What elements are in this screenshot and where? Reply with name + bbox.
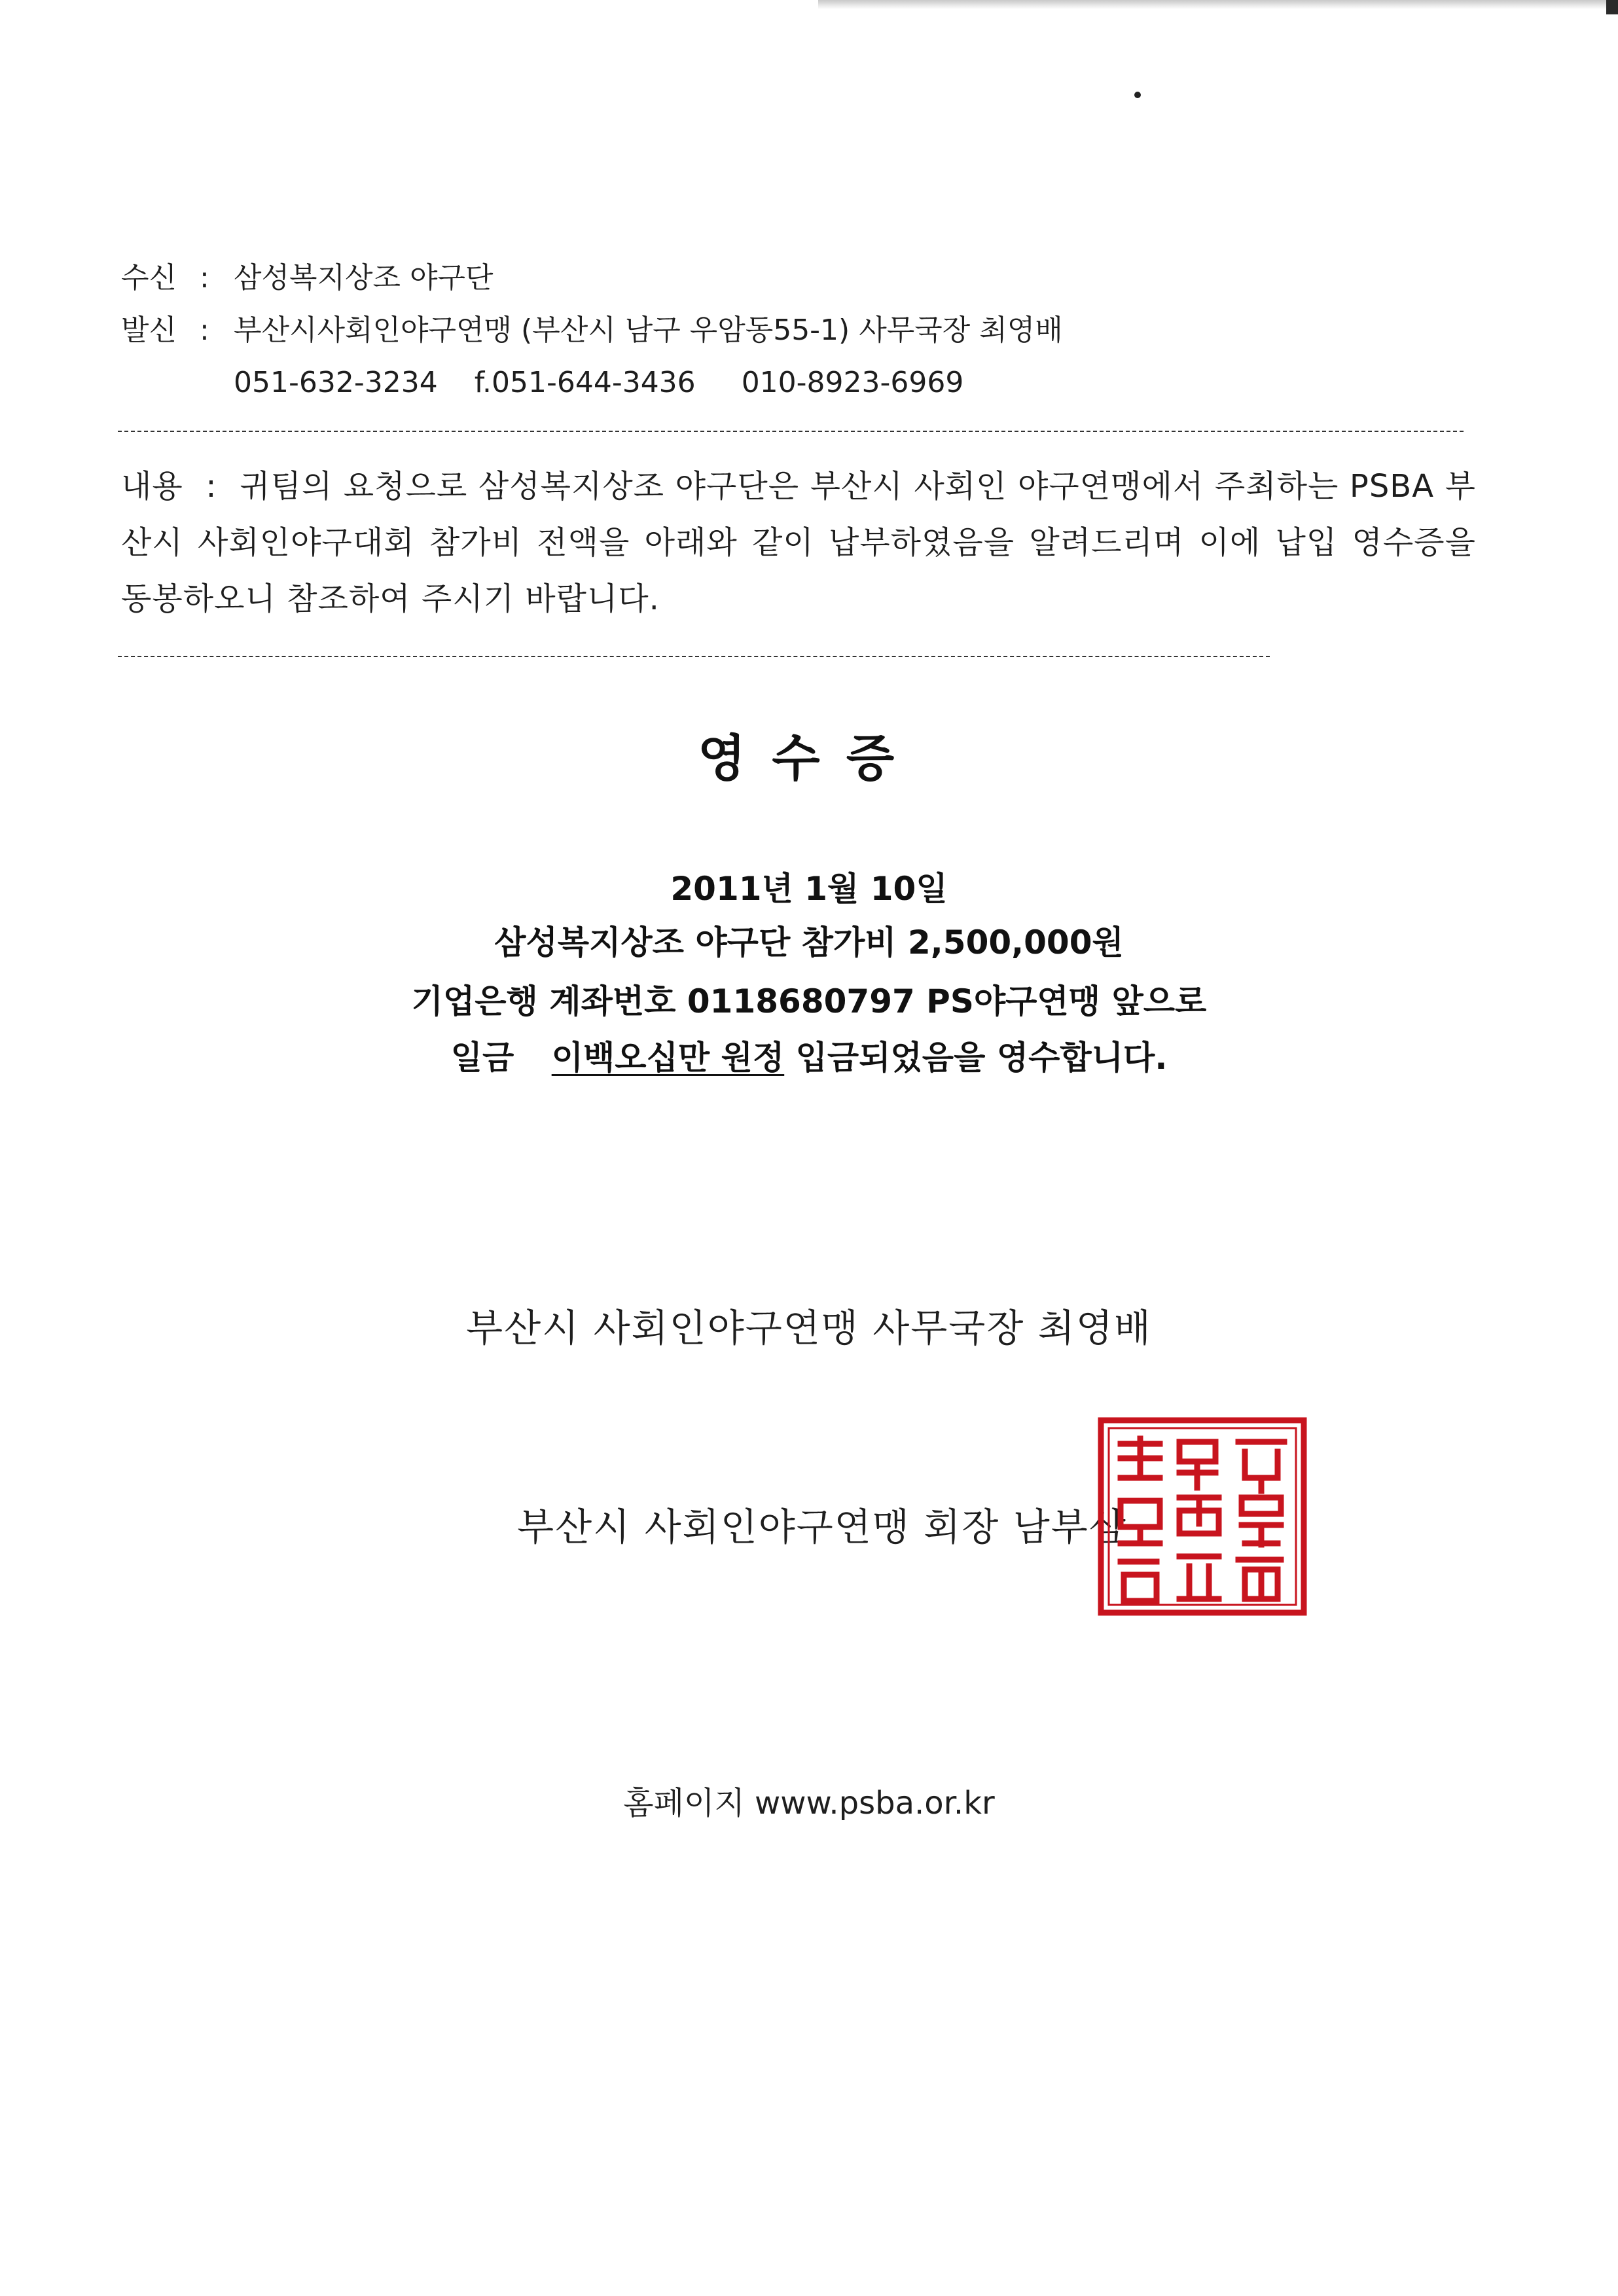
- fax-number: f.051-644-3436: [474, 366, 696, 399]
- sender-colon: :: [200, 314, 209, 347]
- president-signature: 부산시 사회인야구연맹 회장 남부삼: [517, 1505, 1127, 1549]
- divider-bottom: [118, 656, 1270, 657]
- scan-edge: [1606, 0, 1618, 14]
- mobile-number: 010-8923-6969: [741, 366, 964, 399]
- recipient-colon: :: [200, 261, 209, 295]
- sender-value: 부산시사회인야구연맹 (부산시 남구 우암동55-1) 사무국장 최영배: [234, 314, 1063, 347]
- receipt-date: 2011년 1월 10일: [670, 870, 948, 908]
- receipt-amount-line: [0, 1031, 1618, 1079]
- content-colon: :: [206, 468, 217, 505]
- sender-line: [121, 311, 1063, 350]
- secretary-signature: 부산시 사회인야구연맹 사무국장 최영배: [466, 1306, 1152, 1350]
- content-text: 귀팀의 요청으로 삼성복지상조 야구단은 부산시 사회인 야구연맹에서 주최하는 PSBA 부산시 사회인야구대회 참가비 전액을 아래와 같이 납부하였음을 알려드리며 이에 납입 영수증을 동봉하오니 참조하여 주시기 바랍니다.: [121, 468, 1477, 617]
- content-label: 내용: [121, 468, 183, 505]
- receipt-title: 영수증: [697, 729, 921, 787]
- recipient-value: 삼성복지상조 야구단: [234, 261, 494, 295]
- official-seal-stamp: [1094, 1412, 1310, 1621]
- amount-words: 이백오십만 원정: [551, 1039, 785, 1077]
- contact-line: [234, 363, 963, 403]
- recipient-label: 수신: [121, 261, 177, 295]
- phone-number: 051-632-3234: [234, 366, 438, 399]
- content-paragraph: [121, 458, 1476, 627]
- amount-suffix: 입금되었음을 영수합니다.: [784, 1039, 1168, 1077]
- scan-shadow: [818, 0, 1618, 9]
- receipt-account: 기업은행 계좌번호 0118680797 PS야구연맹 앞으로: [411, 982, 1207, 1020]
- divider-top: [118, 431, 1464, 432]
- recipient-line: [121, 259, 494, 298]
- sender-label: 발신: [121, 314, 177, 347]
- amount-prefix: 일금: [450, 1039, 526, 1077]
- homepage-link[interactable]: 홈페이지 www.psba.or.kr: [623, 1785, 995, 1821]
- scan-speck: [1134, 92, 1141, 98]
- receipt-payer: 삼성복지상조 야구단 참가비 2,500,000원: [494, 924, 1124, 961]
